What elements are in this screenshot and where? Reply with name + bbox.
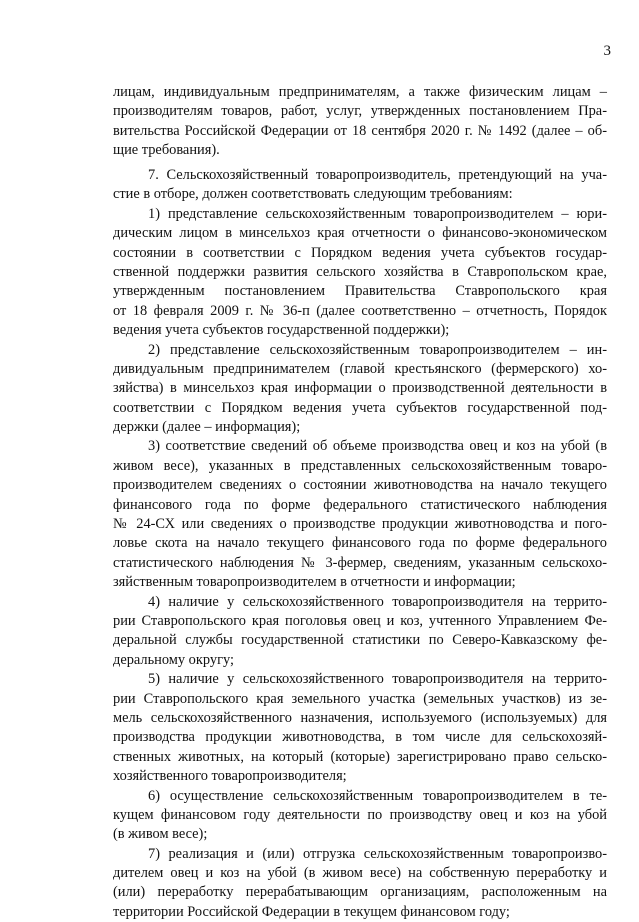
text-line: дическим лицом в минсельхоз края отчетности о финансово-экономическом [113,225,607,242]
paragraph-first-line: 5) наличие у сельскохозяйственного товаропроизводителя на террито- [148,671,607,688]
text-line: (в живом весе); [113,826,208,843]
paragraph-first-line: 6) осуществление сельскохозяйственным товаропроизводителем в те- [148,787,607,804]
text-line: ственной поддержки развития сельского хозяйства в Ставропольском крае, [113,263,607,280]
text-line: производства продукции животноводства, в том числе для сельскохозяй- [113,729,607,746]
text-line: щие требования). [113,142,220,159]
text-line: (или) переработку перерабатывающим организациям, расположенным на [113,884,607,901]
text-line: лицам, индивидуальным предпринимателям, а также физическим лицам – [113,84,607,100]
requirements-section [113,166,607,922]
text-line: состоянии в соответствии с Порядком ведения учета субъектов государ- [113,244,607,261]
text-line: производителем сведениях о состоянии животноводства на начало текущего [113,477,607,494]
text-line: ственных животных, на который (которые) зарегистрировано право сельско- [113,748,607,765]
text-line: зяйства) в минсельхоз края информации о производственной деятельности в [113,380,607,397]
text-line: утвержденным постановлением Правительства Ставропольского края [113,283,607,300]
text-line: дителем овец и коз на убой (в живом весе) на собственную переработку и [113,865,607,882]
page-number: 3 [603,43,611,59]
text-line: статистического наблюдения № 3-фермер, сведениям, указанным сельскохо- [113,554,607,571]
text-line: зяйственным товаропроизводителем в отчетности и информации; [113,574,516,591]
intro-paragraph [113,83,607,161]
text-line: дивидуальным предпринимателем (главой крестьянского (фермерского) хо- [113,360,607,377]
text-line: деральной службы государственной статистики по Северо-Кавказскому фе- [113,632,607,649]
text-line: мель сельскохозяйственного назначения, используемого (используемых) для [113,709,607,726]
text-line: ведения учета субъектов государственной поддержки); [113,322,450,339]
text-line: ловье скота на начало текущего финансового года по форме федерального [113,535,607,552]
text-line: соответствии с Порядком ведения учета субъектов государственной под- [113,399,607,416]
text-line: стие в отборе, должен соответствовать следующим требованиям: [113,186,513,203]
text-line: территории Российской Федерации в текущем финансовом году; [113,903,510,920]
text-line: рии Ставропольского края земельного участка (земельных участков) из зе- [113,690,607,707]
text-line: рии Ставропольского края поголовья овец и коз, учтенного Управлением Фе- [113,612,607,629]
paragraph-first-line: 2) представление сельскохозяйственным товаропроизводителем – ин- [148,341,607,358]
text-line: деральному округу; [113,651,234,668]
text-line: хозяйственного товаропроизводителя; [113,768,347,785]
text-line: держки (далее – информация); [113,419,301,436]
paragraph-first-line: 7) реализация и (или) отгрузка сельскохозяйственным товаропроизво- [148,845,607,862]
paragraph-first-line: 4) наличие у сельскохозяйственного товаропроизводителя на террито- [148,593,607,610]
paragraph-first-line: 1) представление сельскохозяйственным товаропроизводителем – юри- [148,205,607,222]
text-line: от 18 февраля 2009 г. № 36-п (далее соответственно – отчетность, Порядок [113,302,607,319]
text-line: финансового года по форме федерального статистического наблюдения [113,496,607,513]
text-line: живом весе), указанных в представленных сельскохозяйственным товаро- [113,457,607,474]
text-line: вительства Российской Федерации от 18 сентября 2020 г. № 1492 (далее – об- [113,122,607,139]
text-line: производителям товаров, работ, услуг, утвержденных постановлением Пра- [113,103,607,120]
text-line: кущем финансовом году деятельности по производству овец и коз на убой [113,806,607,823]
paragraph-first-line: 7. Сельскохозяйственный товаропроизводитель, претендующий на уча- [148,167,607,183]
paragraph-first-line: 3) соответствие сведений об объеме производства овец и коз на убой (в [148,438,607,455]
text-line: № 24-СХ или сведениях о производстве продукции животноводства и пого- [113,516,607,533]
